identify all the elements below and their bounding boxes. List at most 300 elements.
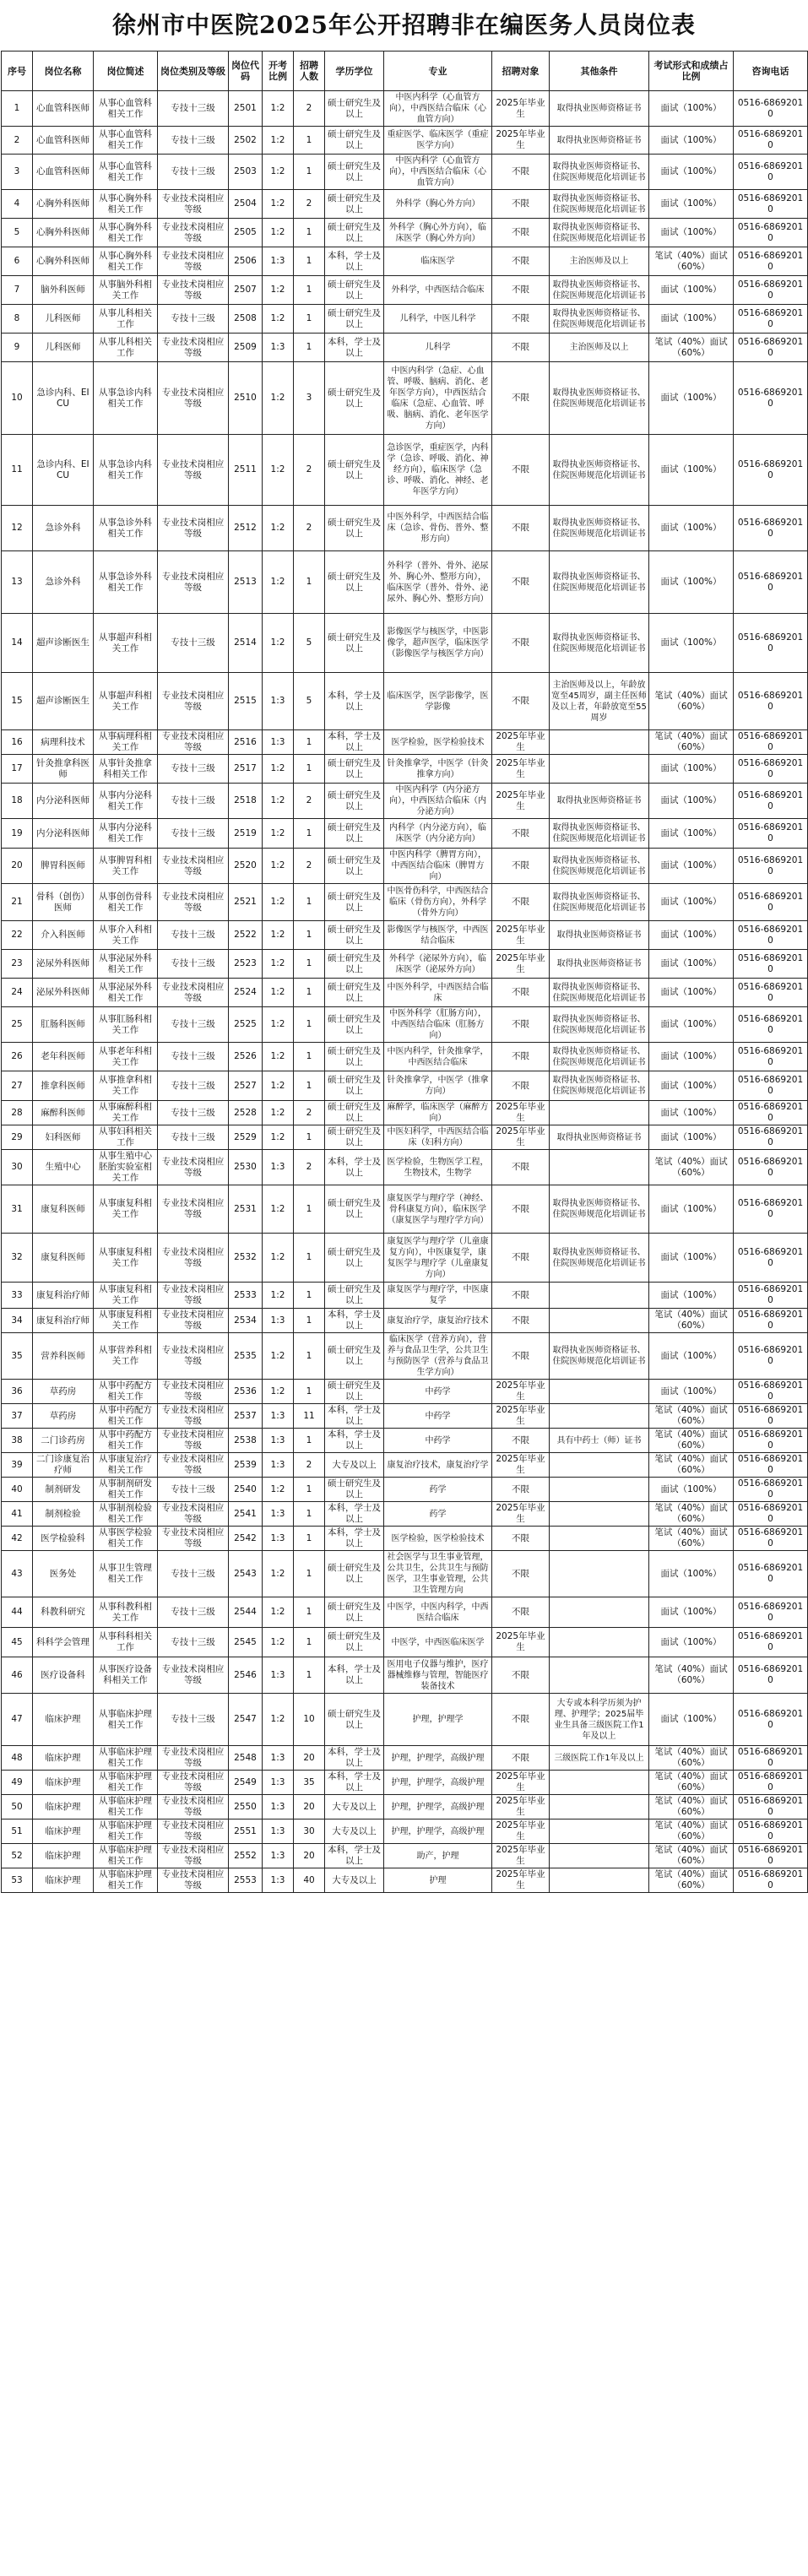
cell-position-code: 2553: [229, 1868, 263, 1893]
cell-position-grade: 专技十三级: [158, 305, 229, 334]
cell-phone: 0516-68692010: [734, 1746, 808, 1771]
cell-exam-form: 面试（100%）: [649, 91, 734, 127]
cell-exam-ratio: 1:3: [263, 1844, 294, 1868]
cell-target: 2025年毕业生: [492, 921, 550, 950]
table-body: [2, 91, 808, 1893]
cell-phone: 0516-68692010: [734, 247, 808, 276]
cell-exam-form: 面试（100%）: [649, 190, 734, 219]
column-header: 学历学位: [325, 52, 384, 91]
cell-position-name: 医学检验科: [33, 1527, 94, 1551]
cell-position-desc: 从事营养科相关工作: [94, 1333, 158, 1380]
cell-position-name: 康复科医师: [33, 1185, 94, 1234]
cell-target: 2025年毕业生: [492, 91, 550, 127]
cell-education: 硕士研究生及以上: [325, 155, 384, 190]
cell-conditions: 取得执业医师资格证书、住院医师规范化培训证书: [550, 276, 649, 305]
cell-conditions: 主治医师及以上: [550, 247, 649, 276]
cell-row-number: 19: [2, 819, 33, 849]
cell-phone: 0516-68692010: [734, 1150, 808, 1185]
column-header: 开考比例: [263, 52, 294, 91]
cell-row-number: 12: [2, 506, 33, 551]
table-row: [2, 506, 808, 551]
table-row: [2, 1380, 808, 1404]
cell-education: 硕士研究生及以上: [325, 1478, 384, 1502]
cell-exam-ratio: 1:3: [263, 1868, 294, 1893]
cell-conditions: 取得执业医师资格证书、住院医师规范化培训证书: [550, 979, 649, 1007]
cell-phone: 0516-68692010: [734, 1234, 808, 1283]
cell-target: 不限: [492, 1478, 550, 1502]
cell-hire-count: 1: [294, 219, 325, 247]
cell-exam-form: 笔试（40%）面试（60%）: [649, 1453, 734, 1478]
cell-row-number: 2: [2, 127, 33, 155]
cell-position-grade: 专技十三级: [158, 127, 229, 155]
cell-position-desc: 从事制剂研发相关工作: [94, 1478, 158, 1502]
cell-exam-form: 面试（100%）: [649, 1007, 734, 1043]
cell-row-number: 34: [2, 1309, 33, 1333]
cell-major: 中医内科学（内分泌方向），中西医结合临床（内分泌方向）: [384, 784, 492, 819]
cell-row-number: 1: [2, 91, 33, 127]
positions-table: [1, 51, 808, 1893]
table-row: [2, 334, 808, 362]
cell-position-desc: 从事科教科相关工作: [94, 1597, 158, 1628]
cell-phone: 0516-68692010: [734, 155, 808, 190]
cell-position-name: 儿科医师: [33, 305, 94, 334]
cell-position-name: 制剂检验: [33, 1502, 94, 1527]
cell-exam-ratio: 1:2: [263, 1185, 294, 1234]
cell-position-code: 2519: [229, 819, 263, 849]
cell-major: 中药学: [384, 1380, 492, 1404]
cell-phone: 0516-68692010: [734, 819, 808, 849]
cell-exam-form: 笔试（40%）面试（60%）: [649, 1429, 734, 1453]
cell-major: 康复治疗学，康复治疗技术: [384, 1309, 492, 1333]
cell-exam-form: 笔试（40%）面试（60%）: [649, 1502, 734, 1527]
cell-exam-ratio: 1:2: [263, 276, 294, 305]
cell-exam-ratio: 1:2: [263, 1694, 294, 1746]
cell-position-desc: 从事心胸外科相关工作: [94, 190, 158, 219]
cell-position-code: 2524: [229, 979, 263, 1007]
cell-education: 本科，学士及以上: [325, 673, 384, 730]
cell-education: 本科，学士及以上: [325, 1404, 384, 1429]
table-row: [2, 1043, 808, 1071]
table-row: [2, 950, 808, 979]
cell-hire-count: 11: [294, 1404, 325, 1429]
table-row: [2, 1628, 808, 1657]
cell-position-grade: 专技十三级: [158, 1694, 229, 1746]
cell-target: 不限: [492, 1333, 550, 1380]
cell-position-desc: 从事老年科相关工作: [94, 1043, 158, 1071]
cell-position-name: 科科学会管理: [33, 1628, 94, 1657]
cell-position-grade: 专业技术岗相应等级: [158, 1844, 229, 1868]
cell-major: 医学检验，生物医学工程，生物技术，生物学: [384, 1150, 492, 1185]
cell-exam-form: 笔试（40%）面试（60%）: [649, 1771, 734, 1795]
table-row: [2, 1819, 808, 1844]
cell-phone: 0516-68692010: [734, 673, 808, 730]
cell-hire-count: 1: [294, 979, 325, 1007]
cell-education: 本科，学士及以上: [325, 1527, 384, 1551]
cell-conditions: 取得执业医师资格证书: [550, 91, 649, 127]
cell-phone: 0516-68692010: [734, 1795, 808, 1819]
cell-target: 2025年毕业生: [492, 1502, 550, 1527]
cell-exam-ratio: 1:2: [263, 1234, 294, 1283]
cell-exam-form: 笔试（40%）面试（60%）: [649, 1795, 734, 1819]
cell-row-number: 33: [2, 1283, 33, 1309]
cell-phone: 0516-68692010: [734, 190, 808, 219]
cell-position-desc: 从事推拿科相关工作: [94, 1071, 158, 1101]
cell-position-desc: 从事急诊内科相关工作: [94, 362, 158, 435]
cell-row-number: 8: [2, 305, 33, 334]
table-header-row: [2, 52, 808, 91]
cell-exam-ratio: 1:2: [263, 127, 294, 155]
cell-position-name: 临床护理: [33, 1844, 94, 1868]
cell-exam-form: 面试（100%）: [649, 1333, 734, 1380]
cell-target: 2025年毕业生: [492, 1125, 550, 1150]
cell-position-code: 2545: [229, 1628, 263, 1657]
cell-phone: 0516-68692010: [734, 979, 808, 1007]
cell-position-code: 2549: [229, 1771, 263, 1795]
table-row: [2, 819, 808, 849]
cell-conditions: [550, 1453, 649, 1478]
cell-conditions: [550, 1404, 649, 1429]
cell-position-name: 麻醉科医师: [33, 1101, 94, 1125]
cell-target: 2025年毕业生: [492, 1868, 550, 1893]
cell-exam-ratio: 1:3: [263, 1150, 294, 1185]
cell-position-code: 2517: [229, 755, 263, 784]
cell-position-name: 草药房: [33, 1404, 94, 1429]
cell-position-grade: 专业技术岗相应等级: [158, 1746, 229, 1771]
cell-position-name: 临床护理: [33, 1795, 94, 1819]
cell-row-number: 51: [2, 1819, 33, 1844]
cell-exam-ratio: 1:2: [263, 1478, 294, 1502]
cell-position-grade: 专业技术岗相应等级: [158, 673, 229, 730]
cell-target: 不限: [492, 1185, 550, 1234]
cell-position-desc: 从事中药配方相关工作: [94, 1380, 158, 1404]
table-row: [2, 1283, 808, 1309]
cell-position-desc: 从事肛肠科相关工作: [94, 1007, 158, 1043]
cell-row-number: 41: [2, 1502, 33, 1527]
cell-position-code: 2508: [229, 305, 263, 334]
column-header: 岗位类别及等级: [158, 52, 229, 91]
cell-position-name: 草药房: [33, 1380, 94, 1404]
cell-position-desc: 从事临床护理相关工作: [94, 1694, 158, 1746]
cell-conditions: [550, 1478, 649, 1502]
cell-position-grade: 专业技术岗相应等级: [158, 1429, 229, 1453]
column-header: 序号: [2, 52, 33, 91]
cell-exam-form: 面试（100%）: [649, 551, 734, 614]
cell-major: 中医内科学，针灸推拿学，中西医结合临床: [384, 1043, 492, 1071]
cell-hire-count: 1: [294, 1007, 325, 1043]
cell-exam-ratio: 1:2: [263, 1043, 294, 1071]
cell-phone: 0516-68692010: [734, 1771, 808, 1795]
cell-exam-form: 面试（100%）: [649, 921, 734, 950]
cell-hire-count: 1: [294, 1333, 325, 1380]
cell-conditions: 取得执业医师资格证书、住院医师规范化培训证书: [550, 435, 649, 506]
cell-position-code: 2529: [229, 1125, 263, 1150]
cell-position-name: 泌尿外科医师: [33, 979, 94, 1007]
cell-target: 不限: [492, 979, 550, 1007]
cell-position-name: 康复科治疗师: [33, 1309, 94, 1333]
cell-hire-count: 5: [294, 673, 325, 730]
cell-target: 不限: [492, 1746, 550, 1771]
cell-phone: 0516-68692010: [734, 1429, 808, 1453]
cell-position-code: 2535: [229, 1333, 263, 1380]
page-title: 徐州市中医院2025年公开招聘非在编医务人员岗位表: [112, 11, 696, 39]
cell-exam-form: 面试（100%）: [649, 1628, 734, 1657]
cell-education: 硕士研究生及以上: [325, 849, 384, 884]
cell-hire-count: 2: [294, 849, 325, 884]
cell-target: 不限: [492, 190, 550, 219]
cell-education: 硕士研究生及以上: [325, 1234, 384, 1283]
cell-major: 中医外科学（肛肠方向），中西医结合临床（肛肠方向）: [384, 1007, 492, 1043]
cell-target: 不限: [492, 1694, 550, 1746]
cell-phone: 0516-68692010: [734, 91, 808, 127]
cell-target: 不限: [492, 1309, 550, 1333]
cell-position-code: 2531: [229, 1185, 263, 1234]
cell-conditions: [550, 1597, 649, 1628]
cell-position-code: 2537: [229, 1404, 263, 1429]
cell-hire-count: 1: [294, 1527, 325, 1551]
cell-position-grade: 专技十三级: [158, 1628, 229, 1657]
cell-position-desc: 从事心血管科相关工作: [94, 91, 158, 127]
cell-hire-count: 10: [294, 1694, 325, 1746]
cell-hire-count: 1: [294, 1628, 325, 1657]
cell-conditions: [550, 1527, 649, 1551]
cell-conditions: 取得执业医师资格证书: [550, 1125, 649, 1150]
cell-position-code: 2539: [229, 1453, 263, 1478]
cell-position-grade: 专业技术岗相应等级: [158, 979, 229, 1007]
cell-phone: 0516-68692010: [734, 1007, 808, 1043]
cell-conditions: 取得执业医师资格证书、住院医师规范化培训证书: [550, 1333, 649, 1380]
cell-position-code: 2525: [229, 1007, 263, 1043]
cell-position-grade: 专业技术岗相应等级: [158, 730, 229, 755]
cell-row-number: 42: [2, 1527, 33, 1551]
cell-position-code: 2532: [229, 1234, 263, 1283]
cell-education: 硕士研究生及以上: [325, 979, 384, 1007]
cell-position-desc: 从事创伤骨科相关工作: [94, 884, 158, 921]
cell-position-desc: 从事内分泌科相关工作: [94, 784, 158, 819]
table-row: [2, 1429, 808, 1453]
cell-education: 大专及以上: [325, 1453, 384, 1478]
cell-major: 临床医学（营养方向），营养与食品卫生学，公共卫生与预防医学（营养与食品卫生学方向）: [384, 1333, 492, 1380]
table-row: [2, 784, 808, 819]
cell-position-desc: 从事心胸外科相关工作: [94, 247, 158, 276]
table-row: [2, 755, 808, 784]
cell-position-name: 医务处: [33, 1551, 94, 1597]
cell-position-grade: 专业技术岗相应等级: [158, 551, 229, 614]
cell-education: 硕士研究生及以上: [325, 1694, 384, 1746]
cell-major: 外科学（胸心外方向）: [384, 190, 492, 219]
cell-position-grade: 专业技术岗相应等级: [158, 884, 229, 921]
cell-exam-form: 面试（100%）: [649, 219, 734, 247]
cell-target: 不限: [492, 276, 550, 305]
cell-row-number: 18: [2, 784, 33, 819]
cell-hire-count: 1: [294, 1502, 325, 1527]
cell-exam-form: 面试（100%）: [649, 755, 734, 784]
cell-exam-form: 面试（100%）: [649, 1380, 734, 1404]
cell-position-code: 2514: [229, 614, 263, 673]
cell-position-grade: 专业技术岗相应等级: [158, 849, 229, 884]
cell-education: 硕士研究生及以上: [325, 219, 384, 247]
cell-position-desc: 从事临床护理相关工作: [94, 1844, 158, 1868]
cell-major: 护理，护理学，高级护理: [384, 1795, 492, 1819]
cell-row-number: 45: [2, 1628, 33, 1657]
cell-target: 2025年毕业生: [492, 127, 550, 155]
cell-row-number: 53: [2, 1868, 33, 1893]
cell-major: 儿科学，中医儿科学: [384, 305, 492, 334]
cell-exam-form: 面试（100%）: [649, 884, 734, 921]
cell-education: 本科，学士及以上: [325, 1771, 384, 1795]
cell-position-name: 肛肠科医师: [33, 1007, 94, 1043]
cell-row-number: 20: [2, 849, 33, 884]
cell-conditions: [550, 1380, 649, 1404]
cell-position-grade: 专技十三级: [158, 755, 229, 784]
cell-position-desc: 从事康复科相关工作: [94, 1185, 158, 1234]
cell-position-name: 生殖中心: [33, 1150, 94, 1185]
cell-position-name: 科教科研究: [33, 1597, 94, 1628]
cell-target: 不限: [492, 1043, 550, 1071]
cell-conditions: 取得执业医师资格证书: [550, 127, 649, 155]
cell-phone: 0516-68692010: [734, 1309, 808, 1333]
cell-exam-ratio: 1:3: [263, 1404, 294, 1429]
cell-major: 中医妇科学，中西医结合临床（妇科方向）: [384, 1125, 492, 1150]
cell-exam-ratio: 1:3: [263, 1746, 294, 1771]
cell-target: 不限: [492, 247, 550, 276]
cell-position-grade: 专技十三级: [158, 921, 229, 950]
cell-conditions: 取得执业医师资格证书、住院医师规范化培训证书: [550, 1234, 649, 1283]
cell-major: 临床医学，医学影像学，医学影像: [384, 673, 492, 730]
cell-position-code: 2515: [229, 673, 263, 730]
cell-row-number: 10: [2, 362, 33, 435]
cell-conditions: 主治医师及以上，年龄放宽至45周岁，副主任医师及以上者，年龄放宽至55周岁: [550, 673, 649, 730]
cell-exam-ratio: 1:3: [263, 1795, 294, 1819]
cell-phone: 0516-68692010: [734, 1333, 808, 1380]
column-header: 岗位简述: [94, 52, 158, 91]
table-row: [2, 1868, 808, 1893]
cell-exam-form: 面试（100%）: [649, 1551, 734, 1597]
cell-exam-ratio: 1:2: [263, 784, 294, 819]
cell-position-code: 2541: [229, 1502, 263, 1527]
cell-position-name: 儿科医师: [33, 334, 94, 362]
cell-education: 硕士研究生及以上: [325, 1628, 384, 1657]
cell-position-desc: 从事超声科相关工作: [94, 614, 158, 673]
cell-phone: 0516-68692010: [734, 506, 808, 551]
cell-exam-form: 面试（100%）: [649, 1478, 734, 1502]
cell-position-name: 临床护理: [33, 1746, 94, 1771]
cell-exam-form: 笔试（40%）面试（60%）: [649, 730, 734, 755]
cell-position-name: 二门诊药房: [33, 1429, 94, 1453]
column-header: 招聘人数: [294, 52, 325, 91]
cell-position-grade: 专技十三级: [158, 784, 229, 819]
table-row: [2, 435, 808, 506]
table-row: [2, 305, 808, 334]
cell-position-name: 推拿科医师: [33, 1071, 94, 1101]
cell-position-name: 临床护理: [33, 1771, 94, 1795]
cell-exam-form: 面试（100%）: [649, 506, 734, 551]
cell-major: 影像医学与核医学，中医影像学，超声医学，临床医学（影像医学与核医学方向）: [384, 614, 492, 673]
cell-exam-form: 面试（100%）: [649, 1071, 734, 1101]
cell-position-code: 2523: [229, 950, 263, 979]
cell-phone: 0516-68692010: [734, 276, 808, 305]
cell-position-name: 内分泌科医师: [33, 784, 94, 819]
cell-conditions: 取得执业医师资格证书、住院医师规范化培训证书: [550, 305, 649, 334]
cell-major: 中医内科学（急症、心血管、呼吸、脑病、消化、老年医学方向），中西医结合临床（急症、心血管、呼吸、脑病、消化、老年医学方向）: [384, 362, 492, 435]
cell-phone: 0516-68692010: [734, 435, 808, 506]
table-row: [2, 1333, 808, 1380]
cell-target: 2025年毕业生: [492, 784, 550, 819]
cell-conditions: 取得执业医师资格证书: [550, 921, 649, 950]
cell-target: 不限: [492, 1150, 550, 1185]
cell-hire-count: 35: [294, 1771, 325, 1795]
cell-position-code: 2540: [229, 1478, 263, 1502]
cell-position-grade: 专技十三级: [158, 1551, 229, 1597]
cell-education: 本科，学士及以上: [325, 1657, 384, 1694]
cell-target: 2025年毕业生: [492, 1771, 550, 1795]
cell-hire-count: 1: [294, 819, 325, 849]
cell-exam-ratio: 1:2: [263, 1380, 294, 1404]
cell-target: 2025年毕业生: [492, 1628, 550, 1657]
cell-target: 不限: [492, 305, 550, 334]
cell-position-desc: 从事介入科相关工作: [94, 921, 158, 950]
cell-education: 本科，学士及以上: [325, 1150, 384, 1185]
cell-conditions: [550, 1309, 649, 1333]
cell-major: 外科学（普外、骨外、泌尿外、胸心外、整形方向），临床医学（普外、骨外、泌尿外、胸心外、整形方向）: [384, 551, 492, 614]
cell-position-name: 超声诊断医生: [33, 673, 94, 730]
cell-exam-ratio: 1:2: [263, 819, 294, 849]
cell-hire-count: 20: [294, 1844, 325, 1868]
cell-phone: 0516-68692010: [734, 1502, 808, 1527]
cell-target: 不限: [492, 1429, 550, 1453]
cell-conditions: 取得执业医师资格证书、住院医师规范化培训证书: [550, 884, 649, 921]
table-row: [2, 1234, 808, 1283]
cell-conditions: 主治医师及以上: [550, 334, 649, 362]
cell-position-grade: 专技十三级: [158, 1125, 229, 1150]
cell-exam-ratio: 1:3: [263, 1309, 294, 1333]
cell-target: 不限: [492, 506, 550, 551]
cell-row-number: 50: [2, 1795, 33, 1819]
cell-target: 不限: [492, 155, 550, 190]
column-header: 岗位代码: [229, 52, 263, 91]
cell-position-desc: 从事泌尿外科相关工作: [94, 979, 158, 1007]
cell-position-code: 2526: [229, 1043, 263, 1071]
cell-education: 硕士研究生及以上: [325, 91, 384, 127]
cell-education: 硕士研究生及以上: [325, 1380, 384, 1404]
cell-row-number: 16: [2, 730, 33, 755]
cell-exam-form: 面试（100%）: [649, 1234, 734, 1283]
cell-row-number: 38: [2, 1429, 33, 1453]
cell-position-name: 心胸外科医师: [33, 190, 94, 219]
cell-phone: 0516-68692010: [734, 305, 808, 334]
cell-conditions: 三级医院工作1年及以上: [550, 1746, 649, 1771]
cell-phone: 0516-68692010: [734, 1657, 808, 1694]
cell-position-name: 临床护理: [33, 1694, 94, 1746]
table-row: [2, 127, 808, 155]
cell-position-desc: 从事临床护理相关工作: [94, 1746, 158, 1771]
cell-position-desc: 从事康复治疗相关工作: [94, 1453, 158, 1478]
cell-position-grade: 专业技术岗相应等级: [158, 190, 229, 219]
cell-position-desc: 从事卫生管理相关工作: [94, 1551, 158, 1597]
cell-position-grade: 专技十三级: [158, 91, 229, 127]
cell-phone: 0516-68692010: [734, 1125, 808, 1150]
cell-phone: 0516-68692010: [734, 1404, 808, 1429]
cell-exam-form: 笔试（40%）面试（60%）: [649, 1404, 734, 1429]
cell-row-number: 49: [2, 1771, 33, 1795]
cell-conditions: 取得执业医师资格证书、住院医师规范化培训证书: [550, 219, 649, 247]
cell-exam-form: 面试（100%）: [649, 784, 734, 819]
table-row: [2, 190, 808, 219]
cell-row-number: 9: [2, 334, 33, 362]
cell-education: 本科，学士及以上: [325, 334, 384, 362]
cell-position-code: 2504: [229, 190, 263, 219]
cell-hire-count: 1: [294, 1283, 325, 1309]
cell-conditions: 取得执业医师资格证书、住院医师规范化培训证书: [550, 849, 649, 884]
